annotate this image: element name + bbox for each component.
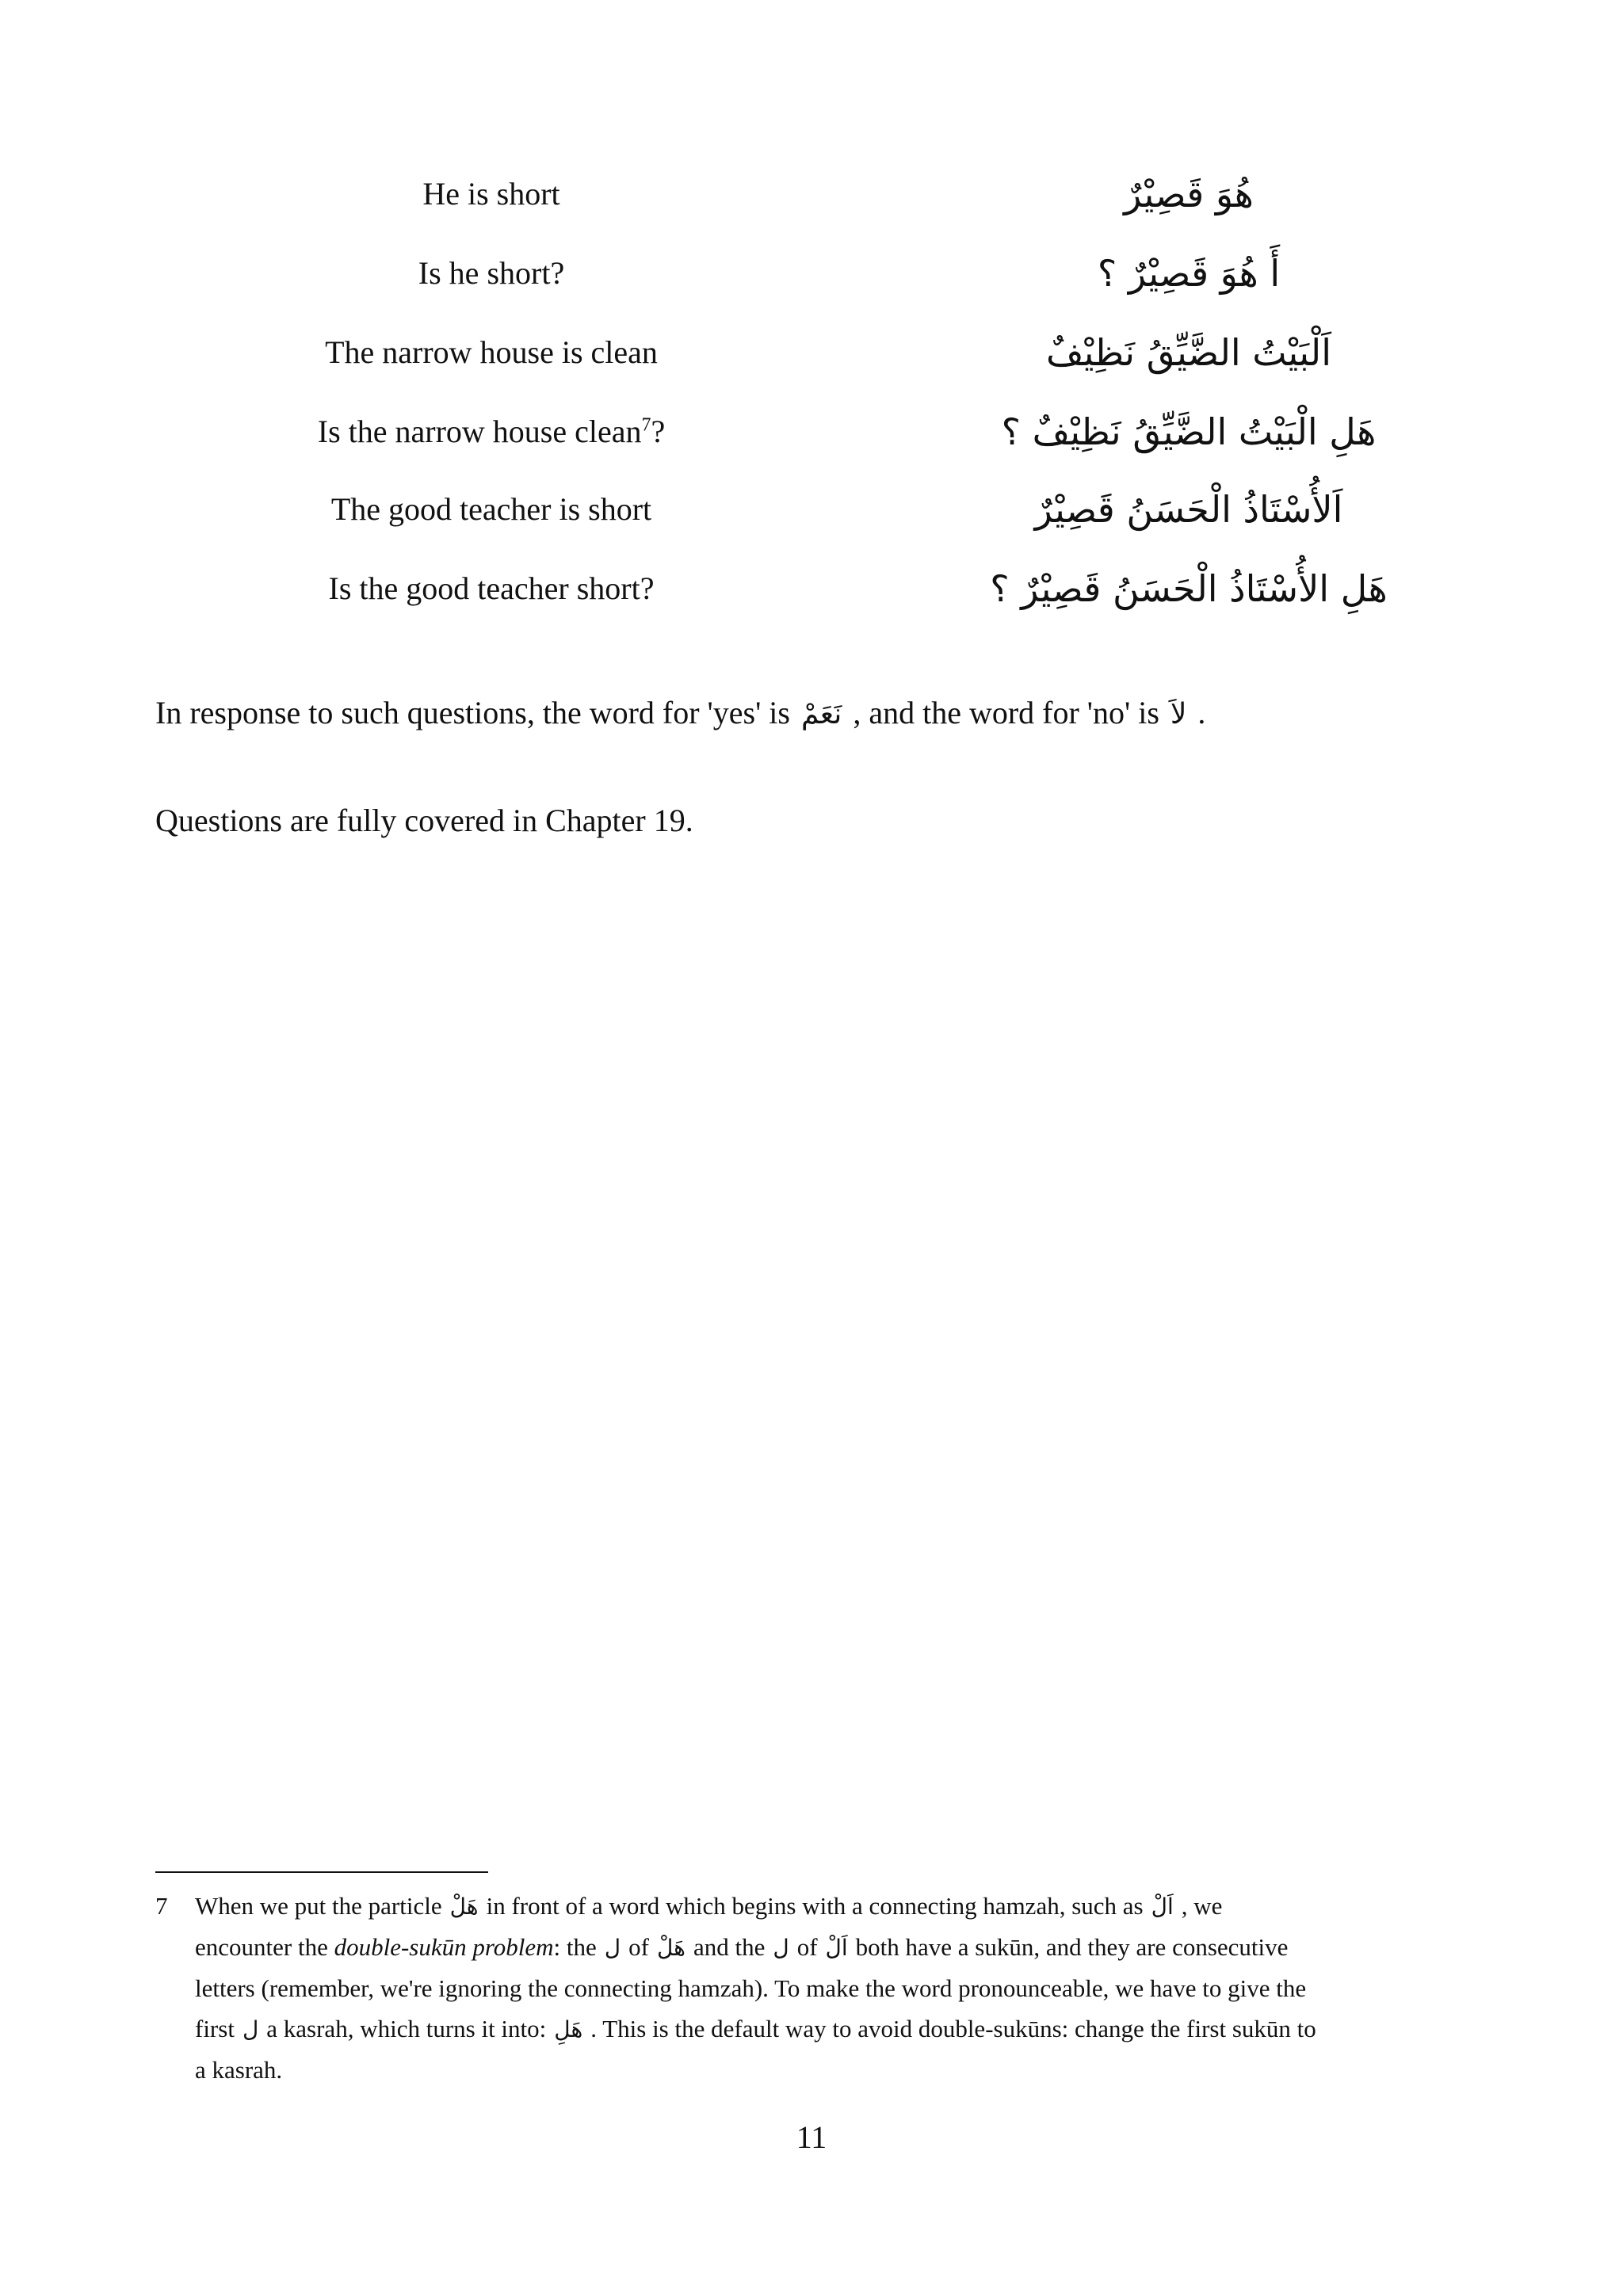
footnote-text: , we (1181, 1892, 1223, 1920)
footnote-divider (155, 1871, 488, 1873)
example-arabic: هُوَ قَصِيْرٌ (1124, 173, 1254, 215)
example-arabic: هَلِ الأُسْتَاذُ الْحَسَنُ قَصِيْرٌ ؟ (990, 567, 1388, 610)
response-text-3: . (1197, 695, 1206, 730)
example-arabic: اَلأُسْتَاذُ الْحَسَنُ قَصِيْرٌ (1034, 488, 1343, 531)
questions-note: Questions are fully covered in Chapter 19. (155, 803, 693, 838)
footnote-text: a kasrah, which turns it into: (266, 2015, 547, 2042)
footnote-text: encounter the (195, 1933, 328, 1961)
arabic-lam: ل (242, 2016, 259, 2042)
footnote-line: letters (remember, we're ignoring the connecting hamzah). To make the word pronounceable, we have to give the (195, 1974, 1307, 2002)
footnote-body (195, 1886, 1487, 2090)
footnote-emphasis: double-sukūn problem (334, 1933, 554, 1961)
footnote-text: first (195, 2015, 235, 2042)
example-english: Is he short? (418, 255, 565, 291)
arabic-al: اَلْ (825, 1935, 848, 1961)
footnote-text: of (796, 1933, 818, 1961)
arabic-hali: هَلِ (554, 2016, 583, 2042)
response-text-1: In response to such questions, the word for 'yes' is (155, 695, 790, 730)
footnote-text: both have a sukūn, and they are consecutive (855, 1933, 1289, 1961)
footnote-text: and the (693, 1933, 766, 1961)
example-arabic: أَ هُوَ قَصِيْرٌ ؟ (1097, 252, 1281, 295)
arabic-al: اَلْ (1151, 1894, 1174, 1920)
response-paragraph (155, 689, 1503, 738)
footnote-line (195, 1886, 1487, 1927)
example-english: The good teacher is short (330, 491, 652, 527)
response-text-2: , and the word for 'no' is (853, 695, 1159, 730)
footnote-text: of (628, 1933, 649, 1961)
example-row (0, 553, 1623, 624)
footnote-line: a kasrah. (195, 2056, 283, 2084)
question-mark: ? (651, 414, 666, 449)
example-row (0, 317, 1623, 388)
arabic-lam: ل (773, 1935, 789, 1961)
footnote-line (195, 2008, 1487, 2050)
arabic-lam: ل (604, 1935, 621, 1961)
example-row (0, 474, 1623, 545)
example-row (0, 396, 1623, 467)
example-english: Is the good teacher short? (328, 570, 655, 606)
arabic-hal: هَلْ (449, 1894, 479, 1920)
example-arabic: اَلْبَيْتُ الضَّيِّقُ نَظِيْفٌ (1046, 331, 1331, 374)
footnote-marker[interactable]: 7 (641, 414, 651, 436)
footnote-text: in front of a word which begins with a connecting hamzah, such as (486, 1892, 1144, 1920)
example-row (0, 158, 1623, 230)
example-english-text: Is the narrow house clean (317, 414, 642, 449)
footnote-text: . This is the default way to avoid double-sukūns: change the first sukūn to (590, 2015, 1316, 2042)
example-row (0, 238, 1623, 309)
example-english: The narrow house is clean (325, 334, 658, 370)
footnote-text: : the (553, 1933, 597, 1961)
arabic-hal: هَلْ (656, 1935, 685, 1961)
footnote-line (195, 1927, 1487, 1968)
no-arabic: لاَ (1170, 698, 1187, 730)
footnote-number: 7 (155, 1892, 168, 1920)
yes-arabic: نَعَمْ (800, 698, 842, 730)
example-english (238, 396, 745, 467)
example-english: He is short (422, 176, 560, 212)
page-number: 11 (796, 2119, 827, 2155)
footnote-text: When we put the particle (195, 1892, 442, 1920)
example-arabic: هَلِ الْبَيْتُ الضَّيِّقُ نَظِيْفٌ ؟ (1001, 410, 1377, 453)
